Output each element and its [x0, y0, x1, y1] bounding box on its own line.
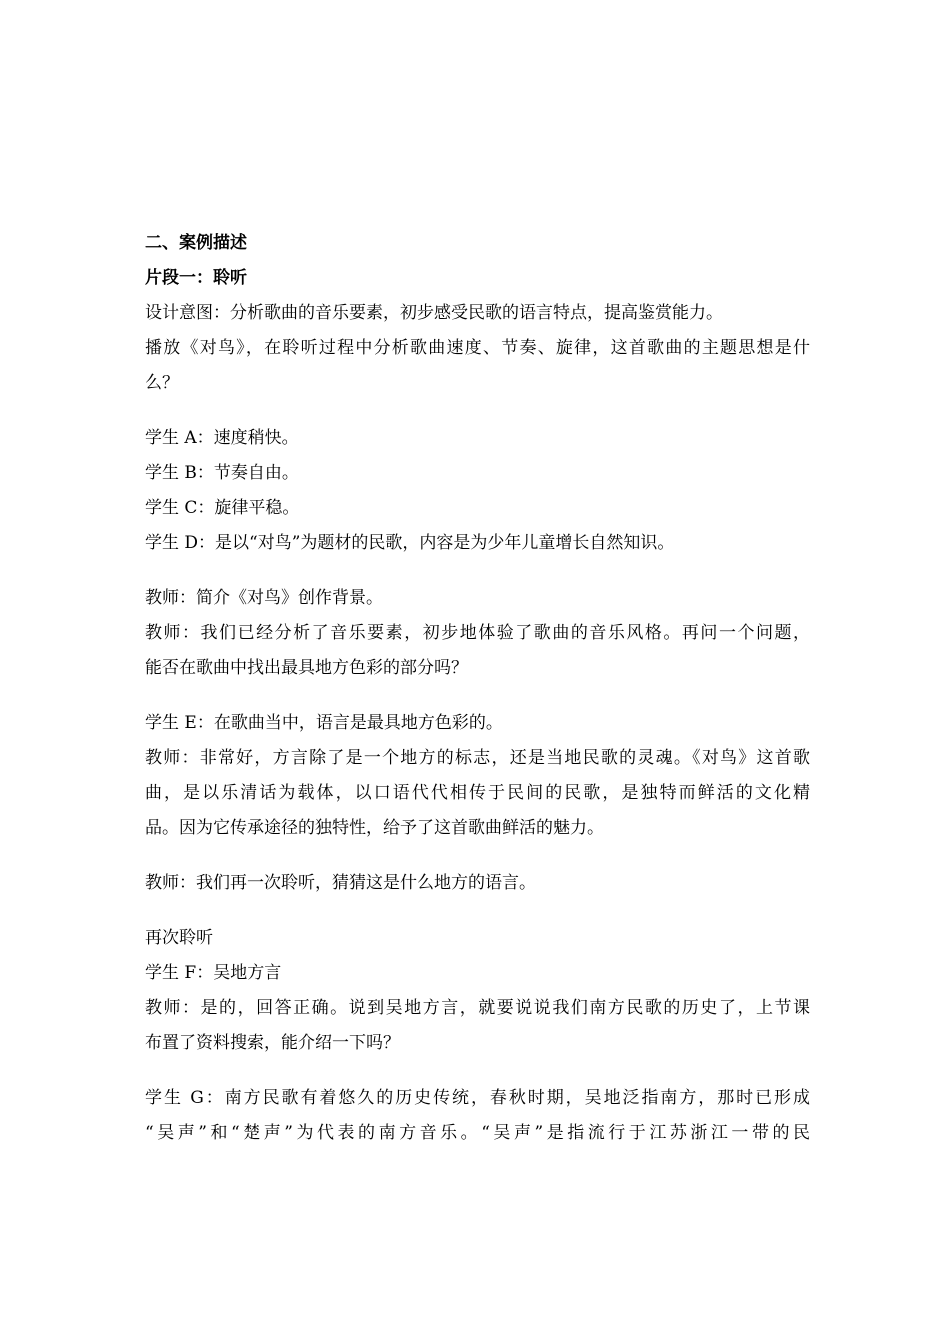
segment-heading: 片段一：聆听	[145, 268, 247, 288]
student-answer-d: 学生 D：是以“对鸟”为题材的民歌，内容是为少年儿童增长自然知识。	[145, 533, 675, 553]
teacher-remark-1: 教师：简介《对鸟》创作背景。	[145, 588, 383, 608]
teacher-remark-2-line-1: 教师：我们已经分析了音乐要素，初步地体验了歌曲的音乐风格。再问一个问题，	[145, 623, 810, 643]
student-answer-a: 学生 A：速度稍快。	[145, 428, 299, 448]
student-answer-g-line-2: “吴声”和“楚声”为代表的南方音乐。“吴声”是指流行于江苏浙江一带的民	[145, 1123, 810, 1143]
intro-line-2: 么？	[145, 373, 179, 393]
teacher-remark-3-line-3: 品。因为它传承途径的独特性，给予了这首歌曲鲜活的魅力。	[145, 818, 604, 838]
section-heading: 二、案例描述	[145, 233, 247, 253]
student-answer-c: 学生 C：旋律平稳。	[145, 498, 300, 518]
student-answer-b: 学生 B：节奏自由。	[145, 463, 299, 483]
teacher-remark-5-line-2: 布置了资料搜索，能介绍一下吗？	[145, 1033, 400, 1053]
intro-line-1: 播放《对鸟》，在聆听过程中分析歌曲速度、节奏、旋律，这首歌曲的主题思想是什	[145, 338, 810, 358]
student-answer-e: 学生 E：在歌曲当中，语言是最具地方色彩的。	[145, 713, 503, 733]
design-intent: 设计意图：分析歌曲的音乐要素，初步感受民歌的语言特点，提高鉴赏能力。	[145, 303, 723, 323]
teacher-remark-2-line-2: 能否在歌曲中找出最具地方色彩的部分吗？	[145, 658, 468, 678]
relisten-note: 再次聆听	[145, 928, 213, 948]
teacher-remark-3-line-2: 曲，是以乐清话为载体，以口语代代相传于民间的民歌，是独特而鲜活的文化精	[145, 783, 810, 803]
student-answer-f: 学生 F：吴地方言	[145, 963, 282, 983]
student-answer-g-line-1: 学生 G：南方民歌有着悠久的历史传统，春秋时期，吴地泛指南方，那时已形成	[145, 1088, 810, 1108]
teacher-remark-5-line-1: 教师：是的，回答正确。说到吴地方言，就要说说我们南方民歌的历史了，上节课	[145, 998, 810, 1018]
teacher-remark-4: 教师：我们再一次聆听，猜猜这是什么地方的语言。	[145, 873, 536, 893]
teacher-remark-3-line-1: 教师：非常好，方言除了是一个地方的标志，还是当地民歌的灵魂。《对鸟》这首歌	[145, 748, 810, 768]
